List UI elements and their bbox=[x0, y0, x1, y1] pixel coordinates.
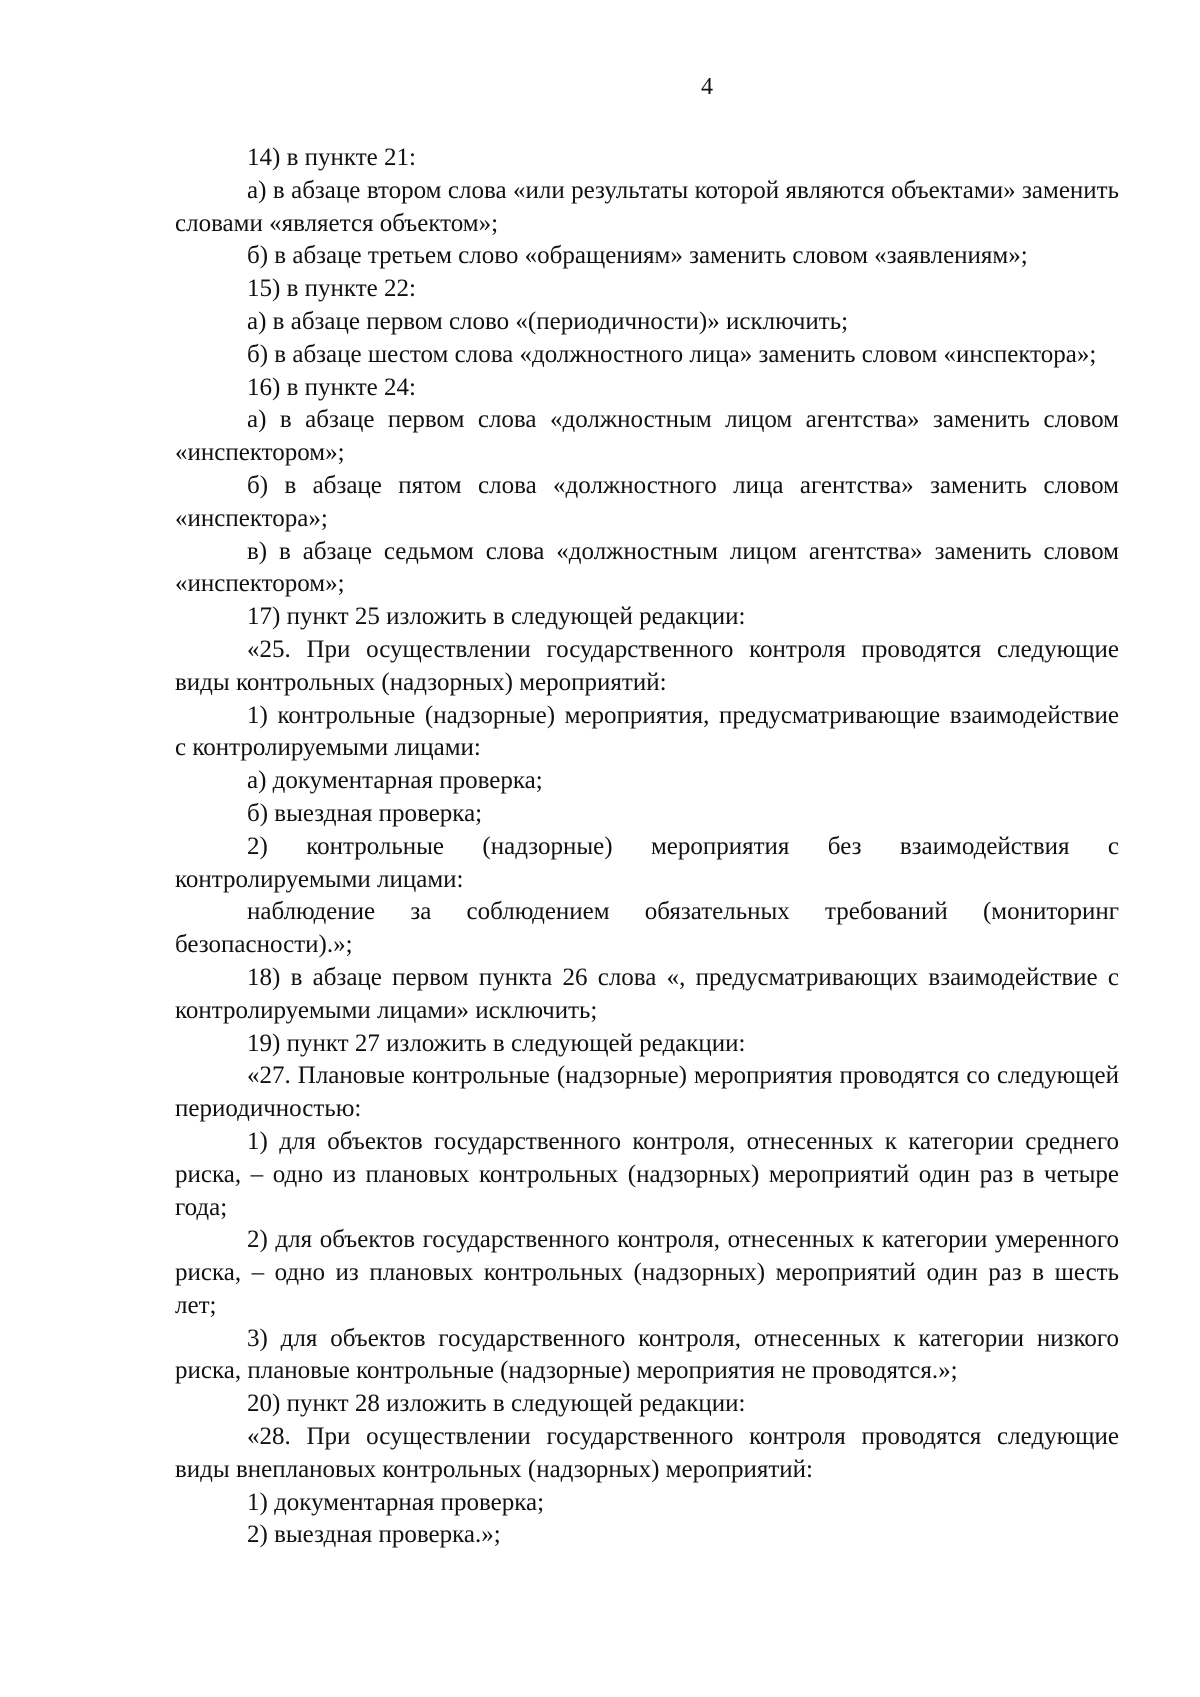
page-number: 4 bbox=[701, 74, 713, 100]
paragraph: 17) пункт 25 изложить в следующей редакции: bbox=[247, 603, 746, 631]
paragraph: 16) в пункте 24: bbox=[247, 373, 416, 401]
paragraph: 1) для объектов государственного контроля, отнесенных к категории среднего риска, – одно из плановых контрольных (надзорных) мероприятий один раз в четыре года; bbox=[175, 1127, 1119, 1221]
paragraph: б) в абзаце третьем слово «обращениям» заменить словом «заявлениям»; bbox=[247, 242, 1028, 270]
paragraph: а) в абзаце втором слова «или результаты которой являются объектами» заменить словами «является объектом»; bbox=[175, 176, 1119, 237]
paragraph: б) выездная проверка; bbox=[247, 799, 483, 827]
paragraph: 20) пункт 28 изложить в следующей редакции: bbox=[247, 1390, 746, 1418]
paragraph: 2) выездная проверка.»; bbox=[247, 1521, 501, 1549]
paragraph: а) документарная проверка; bbox=[247, 767, 543, 795]
document-body bbox=[175, 142, 1119, 1552]
paragraph: «28. При осуществлении государственного контроля проводятся следующие виды внеплановых контрольных (надзорных) мероприятий: bbox=[175, 1423, 1119, 1483]
paragraph: в) в абзаце седьмом слова «должностным лицом агентства» заменить словом «инспектором»; bbox=[175, 537, 1119, 598]
paragraph: «27. Плановые контрольные (надзорные) мероприятия проводятся со следующей периодичностью: bbox=[175, 1062, 1119, 1123]
paragraph: 14) в пункте 21: bbox=[247, 144, 416, 171]
paragraph: а) в абзаце первом слово «(периодичности)» исключить; bbox=[247, 307, 849, 335]
paragraph: 3) для объектов государственного контроля, отнесенных к категории низкого риска, плановые контрольные (надзорные) мероприятия не проводятся.»; bbox=[175, 1324, 1119, 1385]
paragraph: 15) в пункте 22: bbox=[247, 275, 416, 303]
paragraph: 1) контрольные (надзорные) мероприятия, предусматривающие взаимодействие с контролируемыми лицами: bbox=[175, 701, 1119, 762]
paragraph: б) в абзаце пятом слова «должностного лица агентства» заменить словом «инспектора»; bbox=[175, 471, 1119, 532]
paragraph: 18) в абзаце первом пункта 26 слова «, предусматривающих взаимодействие с контролируемыми лицами» исключить; bbox=[175, 963, 1119, 1024]
paragraph: 19) пункт 27 изложить в следующей редакции: bbox=[247, 1029, 746, 1057]
paragraph: б) в абзаце шестом слова «должностного лица» заменить словом «инспектора»; bbox=[247, 340, 1097, 368]
paragraph: 1) документарная проверка; bbox=[247, 1488, 545, 1516]
paragraph: 2) для объектов государственного контроля, отнесенных к категории умеренного риска, – одно из плановых контрольных (надзорных) мероприятий один раз в шесть лет; bbox=[175, 1226, 1119, 1319]
paragraph: «25. При осуществлении государственного контроля проводятся следующие виды контрольных (надзорных) мероприятий: bbox=[175, 635, 1119, 696]
paragraph: наблюдение за соблюдением обязательных требований (мониторинг безопасности).»; bbox=[175, 898, 1119, 959]
paragraph: а) в абзаце первом слова «должностным лицом агентства» заменить словом «инспектором»; bbox=[175, 406, 1119, 467]
paragraph: 2) контрольные (надзорные) мероприятия без взаимодействия с контролируемыми лицами: bbox=[175, 832, 1119, 893]
